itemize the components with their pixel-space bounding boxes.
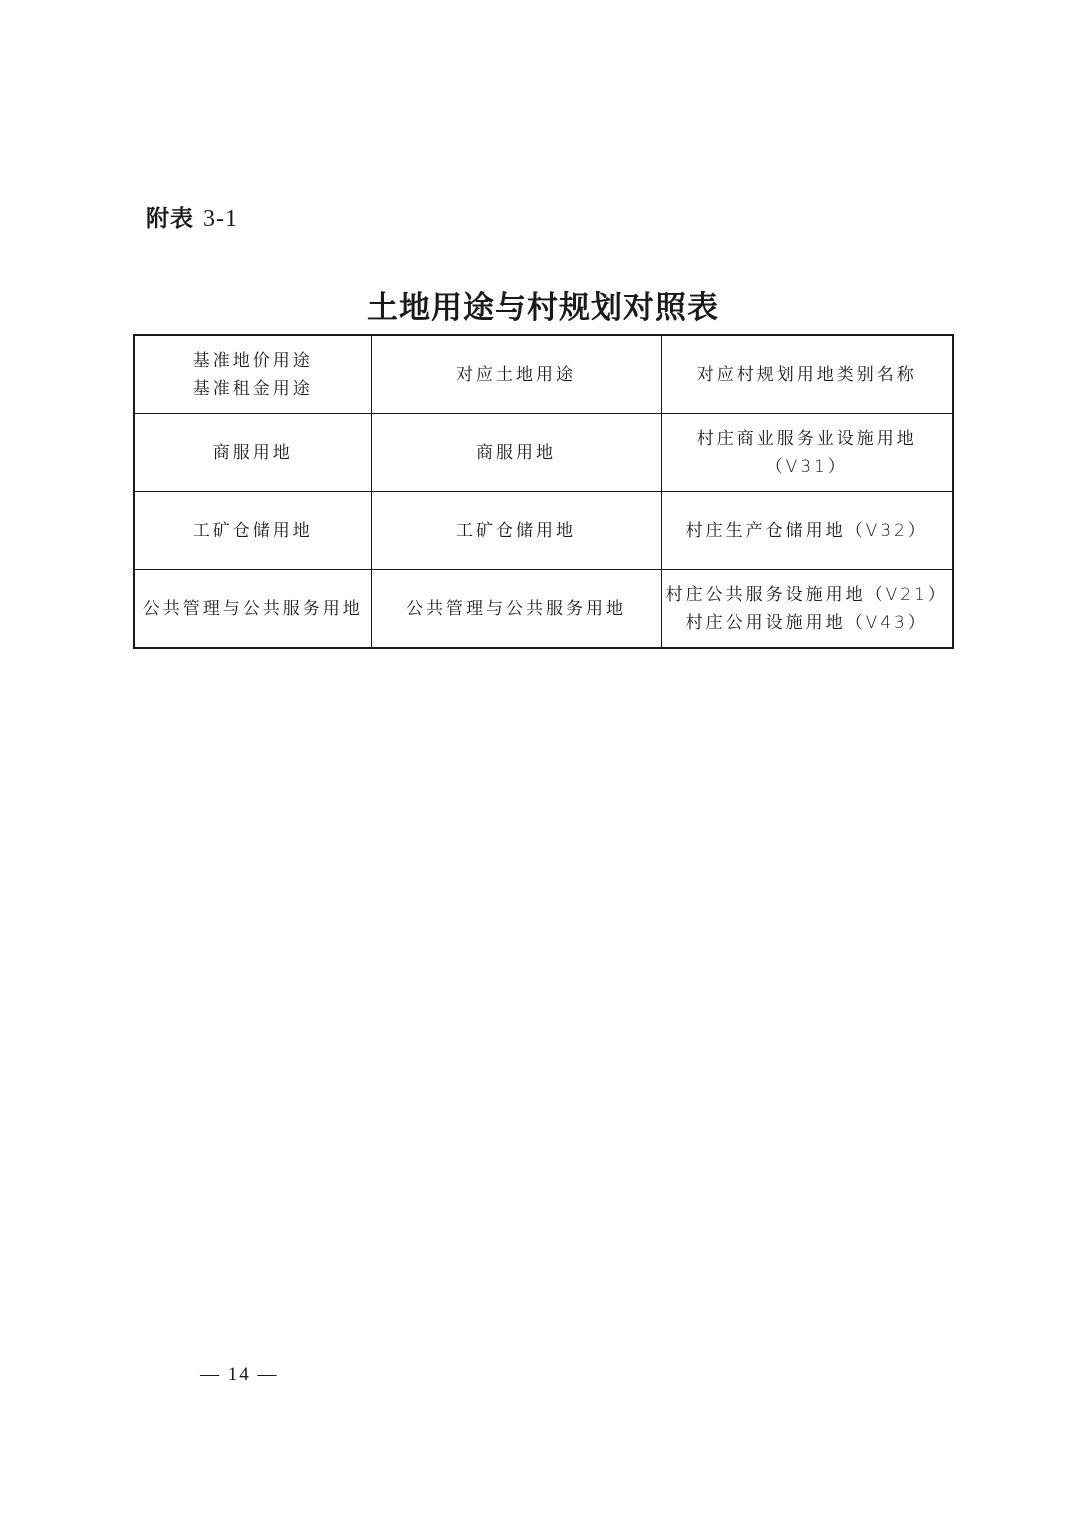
table-cell	[371, 570, 661, 649]
table-cell	[371, 492, 661, 570]
annex-number: 3-1	[203, 206, 239, 232]
table-cell	[661, 492, 953, 570]
document-title: 土地用途与村规划对照表	[367, 290, 719, 326]
table-header-row	[134, 335, 953, 414]
table-row	[134, 492, 953, 570]
cell-line: 商服用地	[212, 442, 293, 463]
cell-line: 工矿仓储用地	[456, 520, 576, 541]
table-cell	[134, 492, 371, 570]
table-cell	[661, 570, 953, 649]
header-cell-benchmark-use	[134, 335, 371, 414]
header-cell-village-plan-category	[661, 335, 953, 414]
header-cell-land-use	[371, 335, 661, 414]
cell-line: 村庄公用设施用地（V43）	[685, 612, 928, 633]
land-use-mapping-table	[133, 334, 954, 649]
cell-line: 商服用地	[476, 442, 556, 463]
table-row	[134, 570, 953, 649]
cell-line: 基准租金用途	[192, 378, 313, 399]
cell-line: 对应村规划用地类别名称	[696, 364, 917, 385]
table-row	[134, 414, 953, 492]
cell-line: 公共管理与公共服务用地	[406, 598, 626, 619]
table-cell	[661, 414, 953, 492]
annex-label	[146, 200, 238, 233]
cell-line: 村庄公共服务设施用地（V21）	[665, 584, 948, 605]
cell-line: 村庄生产仓储用地（V32）	[685, 520, 928, 541]
cell-line: 工矿仓储用地	[192, 520, 313, 541]
cell-line: 公共管理与公共服务用地	[142, 598, 363, 619]
cell-line: 村庄商业服务业设施用地（V31）	[696, 428, 917, 477]
table-cell	[134, 570, 371, 649]
annex-prefix: 附表	[146, 206, 194, 232]
cell-line: 基准地价用途	[192, 350, 313, 371]
table-cell	[134, 414, 371, 492]
cell-line: 对应土地用途	[456, 364, 576, 385]
page-number: — 14 —	[200, 1364, 279, 1385]
table-cell	[371, 414, 661, 492]
